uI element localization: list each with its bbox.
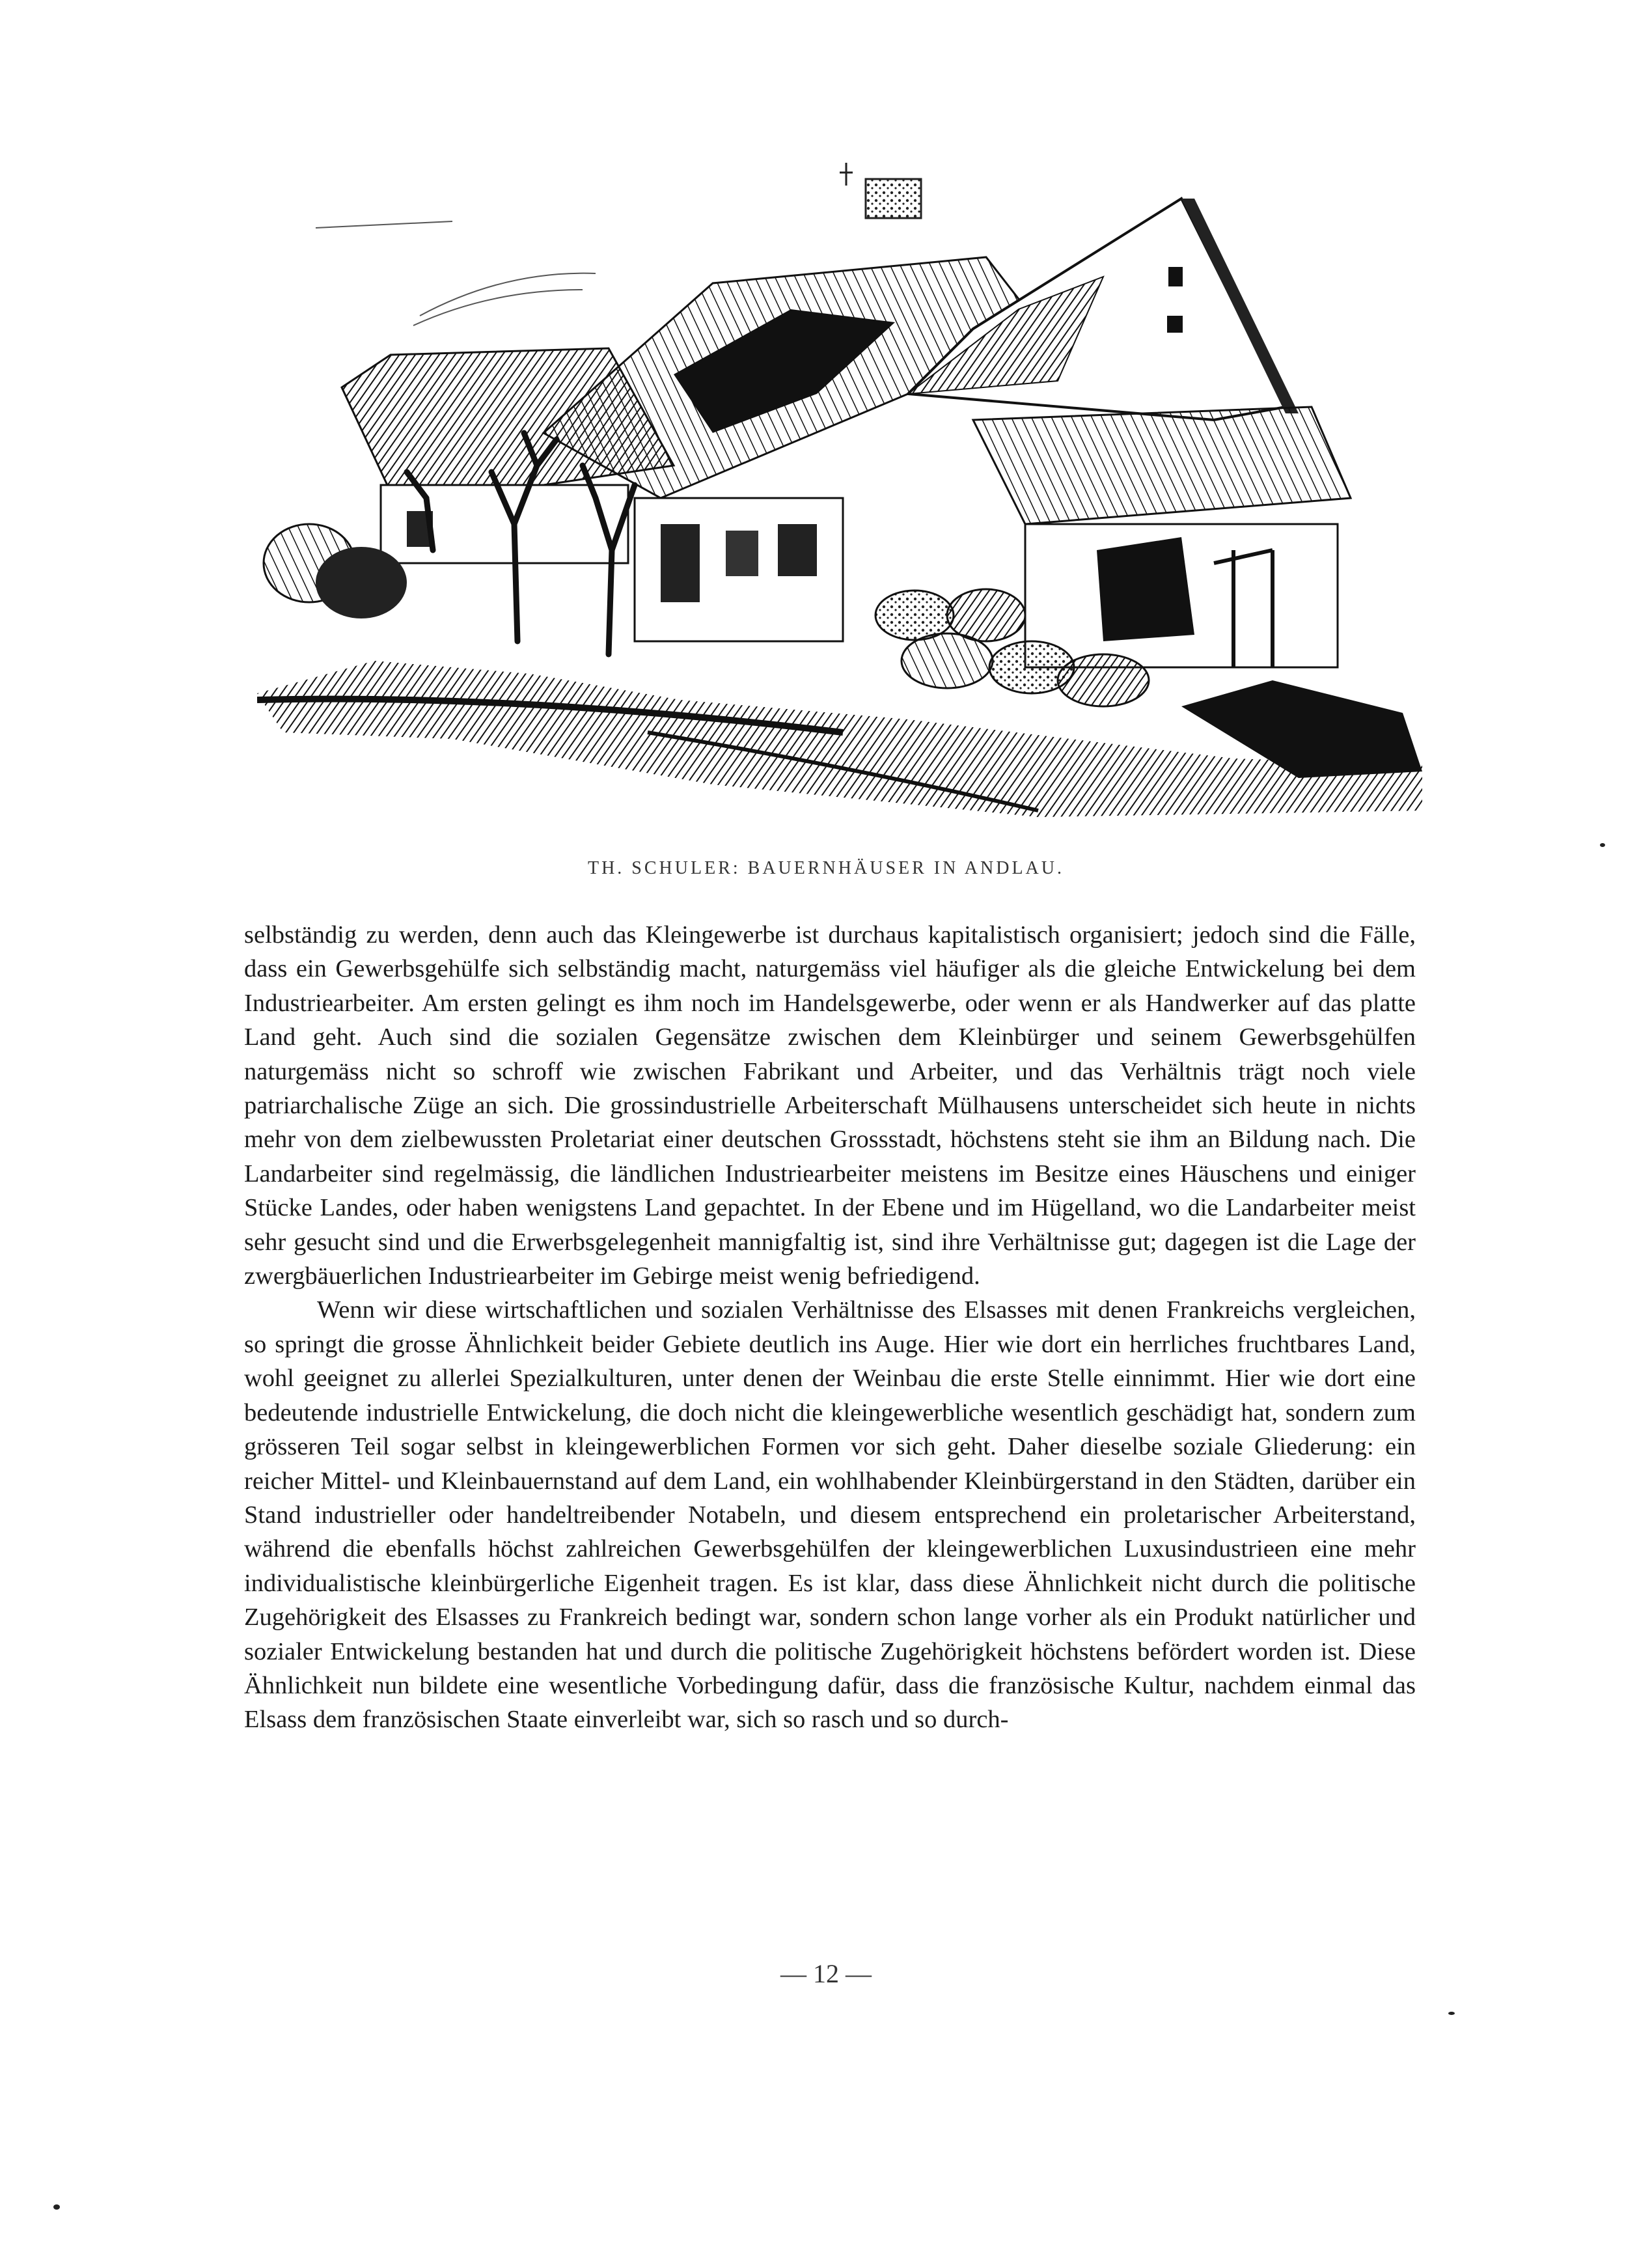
- paragraph-1: selbständig zu werden, denn auch das Kleingewerbe ist durchaus kapitalistisch organisiert; jedoch sind die Fälle, dass ein Gewerbsgehülfe sich selbständig macht, naturgemäss viel häufiger als die gleiche Entwickelung bei dem Industriearbeiter. Am ersten gelingt es ihm noch im Handelsgewerbe, oder wenn er als Handwerker auf das platte Land geht. Auch sind die sozialen Gegensätze zwischen dem Kleinbürger und seinem Gewerbsgehülfen naturgemäss nicht so schroff wie zwischen Fabrikant und Arbeiter, und das Verhältnis trägt noch viele patriarchalische Züge an sich. Die grossindustrielle Arbeiterschaft Mülhausens unterscheidet sich heute in nichts mehr von dem zielbewussten Proletariat einer deutschen Grossstadt, höchstens steht sie ihm an Bildung nach. Die Landarbeiter sind regelmässig, die ländlichen Industriearbeiter meistens im Besitze eines Häuschens und einiger Stücke Landes, oder haben wenigstens Land gepachtet. In der Ebene und im Hügelland, wo die Landarbeiter meist sehr gesucht sind und die Erwerbsgelegenheit mannigfaltig ist, sind ihre Verhältnisse gut; dagegen ist die Lage der zwergbäuerlichen Industriearbeiter im Gebirge meist wenig befriedigend.: [244, 921, 1416, 1290]
- sky-strokes: [316, 221, 596, 326]
- margin-speck: [1448, 2012, 1455, 2015]
- church-steeple: [840, 163, 921, 218]
- farmhouse-illustration: [257, 160, 1422, 843]
- paragraph-2: Wenn wir diese wirtschaftlichen und sozialen Verhältnisse des Elsasses mit denen Frankreichs vergleichen, so springt die grosse Ähnlichkeit beider Gebiete deutlich ins Auge. Hier wie dort ein herrliches fruchtbares Land, wohl geeignet zu allerlei Spezialkulturen, unter denen der Weinbau die erste Stelle einnimmt. Hier wie dort eine bedeutende industrielle Entwickelung, die doch nicht die kleingewerbliche wesentlich geschädigt hat, sondern zum grösseren Teil sogar selbst in kleingewerblichen Formen vor sich geht. Daher dieselbe soziale Gliederung: ein reicher Mittel- und Kleinbauernstand auf dem Land, ein wohlhabender Kleinbürgerstand in den Städten, darüber ein Stand industrieller oder handeltreibender Notabeln, und diesem entsprechend ein proletarischer Arbeiterstand, während die ebenfalls höchst zahlreichen Gewerbsgehülfen der kleingewerblichen Luxusindustrieen eine mehr individualistische kleinbürgerliche Eigenheit tragen. Es ist klar, dass diese Ähnlichkeit nicht durch die politische Zugehörigkeit des Elsasses zu Frankreich bedingt war, sondern schon lange vorher als ein Produkt natürlicher und sozialer Entwickelung bestanden hat und durch die politische Zugehörigkeit höchstens befördert worden ist. Diese Ähnlichkeit nun bildete eine wesentliche Vorbedingung dafür, dass die französische Kultur, nachdem einmal das Elsass dem französischen Staate einverleibt war, sich so rasch und so durch-: [244, 1296, 1416, 1734]
- illustration-caption: TH. SCHULER: BAUERNHÄUSER IN ANDLAU.: [587, 858, 1064, 878]
- page-number: — 12 —: [780, 1959, 872, 1988]
- body-text: [244, 918, 1416, 1737]
- margin-speck: [1600, 843, 1605, 847]
- road-and-ground: [257, 661, 1422, 817]
- margin-speck: [53, 2204, 60, 2210]
